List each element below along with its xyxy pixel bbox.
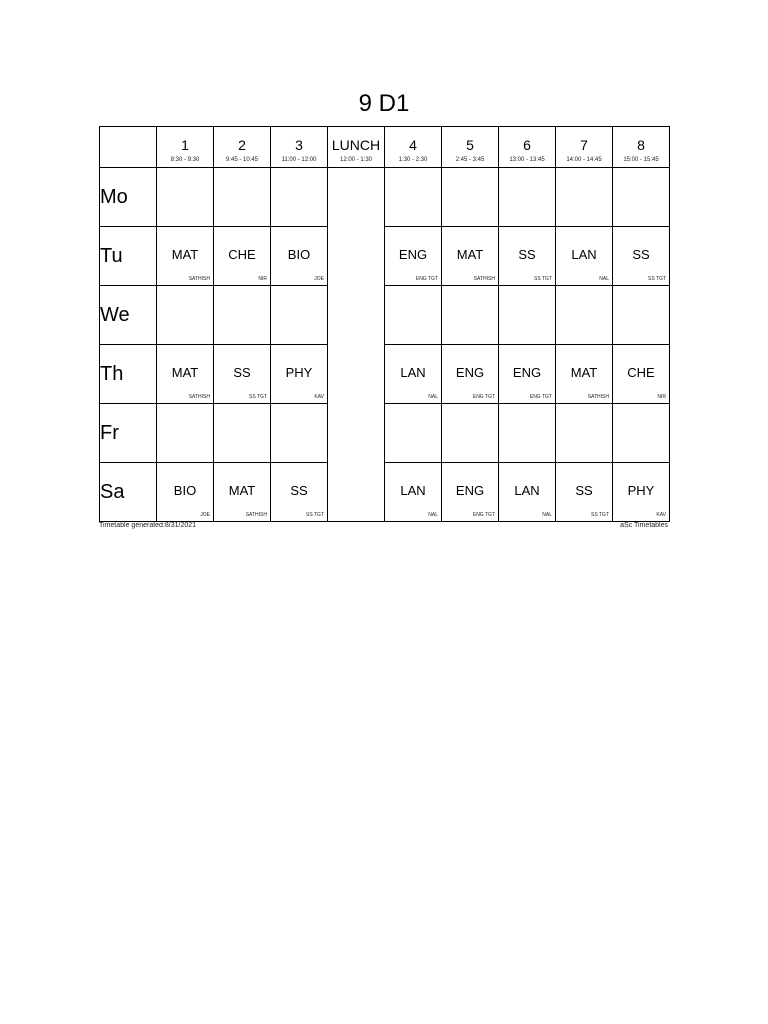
period-header-1 — [157, 127, 214, 168]
lesson-teacher: SATHISH — [188, 276, 210, 282]
lesson-cell — [499, 463, 556, 522]
lesson-cell — [271, 404, 328, 463]
period-header-7 — [556, 127, 613, 168]
lesson-subject: MAT — [171, 365, 199, 380]
lesson-cell — [271, 345, 328, 404]
timetable-grid — [99, 126, 670, 522]
lesson-teacher: SS TGT — [306, 512, 324, 518]
lesson-cell — [613, 463, 670, 522]
period-number: 4 — [409, 136, 417, 153]
lesson-cell — [157, 404, 214, 463]
lesson-cell — [442, 227, 499, 286]
lesson-teacher: NAL — [599, 276, 609, 282]
lesson-cell — [556, 286, 613, 345]
lesson-teacher: NIR — [657, 394, 666, 400]
lesson-cell — [442, 286, 499, 345]
lesson-subject: LAN — [400, 483, 426, 498]
day-row — [100, 345, 670, 404]
lesson-teacher: SATHISH — [473, 276, 495, 282]
lesson-teacher: SS TGT — [648, 276, 666, 282]
day-row — [100, 404, 670, 463]
lesson-subject: ENG — [512, 365, 542, 380]
lesson-subject: ENG — [398, 247, 428, 262]
lesson-cell — [214, 168, 271, 227]
lesson-teacher: NAL — [542, 512, 552, 518]
lesson-cell — [271, 286, 328, 345]
day-label: Th — [100, 345, 157, 404]
period-number: 1 — [181, 136, 189, 153]
lesson-cell — [499, 168, 556, 227]
lesson-teacher: SATHISH — [587, 394, 609, 400]
lesson-cell — [499, 345, 556, 404]
period-number: 3 — [295, 136, 303, 153]
lesson-cell — [556, 345, 613, 404]
lesson-teacher: SS TGT — [534, 276, 552, 282]
lesson-teacher: KAV — [656, 512, 666, 518]
lesson-cell — [385, 345, 442, 404]
lesson-subject: MAT — [570, 365, 598, 380]
day-label: Tu — [100, 227, 157, 286]
brand-label: aSc Timetables — [620, 522, 668, 529]
lesson-cell — [385, 404, 442, 463]
period-header-lunch — [328, 127, 385, 168]
period-header-5 — [442, 127, 499, 168]
period-time: 2:45 - 3:45 — [455, 156, 485, 163]
lesson-cell — [613, 286, 670, 345]
lesson-cell — [214, 404, 271, 463]
day-label: Fr — [100, 404, 157, 463]
lesson-teacher: SS TGT — [591, 512, 609, 518]
period-header-8 — [613, 127, 670, 168]
day-row — [100, 168, 670, 227]
lesson-subject: CHE — [228, 247, 256, 262]
lesson-subject: SS — [575, 483, 593, 498]
lesson-subject: ENG — [455, 365, 485, 380]
lesson-teacher: JOE — [200, 512, 210, 518]
lesson-subject: PHY — [285, 365, 313, 380]
lesson-subject: PHY — [627, 483, 655, 498]
period-number: 7 — [580, 136, 588, 153]
lesson-cell — [499, 404, 556, 463]
lesson-subject: MAT — [456, 247, 484, 262]
lesson-cell — [556, 168, 613, 227]
lesson-cell — [157, 227, 214, 286]
day-label: We — [100, 286, 157, 345]
lesson-cell — [271, 227, 328, 286]
lesson-cell — [214, 463, 271, 522]
lesson-cell — [442, 345, 499, 404]
lesson-subject: MAT — [171, 247, 199, 262]
lesson-subject: LAN — [400, 365, 426, 380]
lesson-subject: SS — [233, 365, 251, 380]
lesson-teacher: JOE — [314, 276, 324, 282]
lesson-cell — [499, 227, 556, 286]
day-label: Sa — [100, 463, 157, 522]
period-header-row — [100, 127, 670, 168]
period-number: 6 — [523, 136, 531, 153]
lesson-cell — [157, 463, 214, 522]
lesson-subject: BIO — [287, 247, 311, 262]
lesson-subject: ENG — [455, 483, 485, 498]
day-row — [100, 227, 670, 286]
lesson-subject: LAN — [514, 483, 540, 498]
lesson-cell — [385, 463, 442, 522]
lesson-cell — [556, 463, 613, 522]
period-time: 1:30 - 2:30 — [398, 156, 428, 163]
lesson-cell — [214, 286, 271, 345]
lesson-cell — [613, 168, 670, 227]
lesson-subject: SS — [632, 247, 650, 262]
lesson-cell — [613, 345, 670, 404]
lesson-cell — [214, 345, 271, 404]
lesson-cell — [442, 404, 499, 463]
lesson-cell — [385, 227, 442, 286]
lesson-teacher: SATHISH — [188, 394, 210, 400]
period-number: 5 — [466, 136, 474, 153]
period-number: LUNCH — [331, 136, 381, 153]
lesson-cell — [385, 168, 442, 227]
lesson-subject: CHE — [627, 365, 655, 380]
lesson-cell — [613, 404, 670, 463]
lesson-cell — [556, 404, 613, 463]
lesson-cell — [499, 286, 556, 345]
lesson-subject: LAN — [571, 247, 597, 262]
period-header-2 — [214, 127, 271, 168]
lesson-subject: SS — [290, 483, 308, 498]
lesson-teacher: SS TGT — [249, 394, 267, 400]
period-time: 13:00 - 13:45 — [509, 156, 545, 163]
lesson-teacher: ENG TGT — [472, 394, 495, 400]
lesson-subject: BIO — [173, 483, 197, 498]
lesson-cell — [385, 286, 442, 345]
day-label: Mo — [100, 168, 157, 227]
lesson-teacher: KAV — [314, 394, 324, 400]
period-time: 8:30 - 9:30 — [170, 156, 200, 163]
lesson-teacher: NAL — [428, 394, 438, 400]
lesson-cell — [157, 168, 214, 227]
period-time: 15:00 - 15:45 — [623, 156, 659, 163]
lesson-cell — [157, 345, 214, 404]
period-header-3 — [271, 127, 328, 168]
period-header-6 — [499, 127, 556, 168]
lesson-subject: SS — [518, 247, 536, 262]
lesson-cell — [271, 168, 328, 227]
period-time: 11:00 - 12:00 — [281, 156, 317, 163]
period-header-4 — [385, 127, 442, 168]
lesson-cell — [442, 463, 499, 522]
lesson-cell — [613, 227, 670, 286]
period-number: 2 — [238, 136, 246, 153]
generated-date: Timetable generated:8/31/2021 — [99, 522, 197, 529]
lesson-cell — [157, 286, 214, 345]
day-row — [100, 463, 670, 522]
lunch-column — [328, 168, 385, 522]
day-row — [100, 286, 670, 345]
lesson-cell — [214, 227, 271, 286]
corner-cell — [100, 127, 157, 168]
lesson-teacher: SATHISH — [245, 512, 267, 518]
lesson-subject: MAT — [228, 483, 256, 498]
timetable-title: 9 D1 — [358, 90, 410, 117]
lesson-teacher: NAL — [428, 512, 438, 518]
lesson-cell — [556, 227, 613, 286]
lesson-cell — [442, 168, 499, 227]
lesson-teacher: ENG TGT — [472, 512, 495, 518]
lesson-teacher: ENG TGT — [415, 276, 438, 282]
period-time: 14:00 - 14:45 — [566, 156, 602, 163]
lesson-cell — [271, 463, 328, 522]
period-time: 12:00 - 1:30 — [339, 156, 373, 163]
lesson-teacher: ENG TGT — [529, 394, 552, 400]
period-number: 8 — [637, 136, 645, 153]
period-time: 9:45 - 10:45 — [225, 156, 259, 163]
lesson-teacher: NIR — [258, 276, 267, 282]
